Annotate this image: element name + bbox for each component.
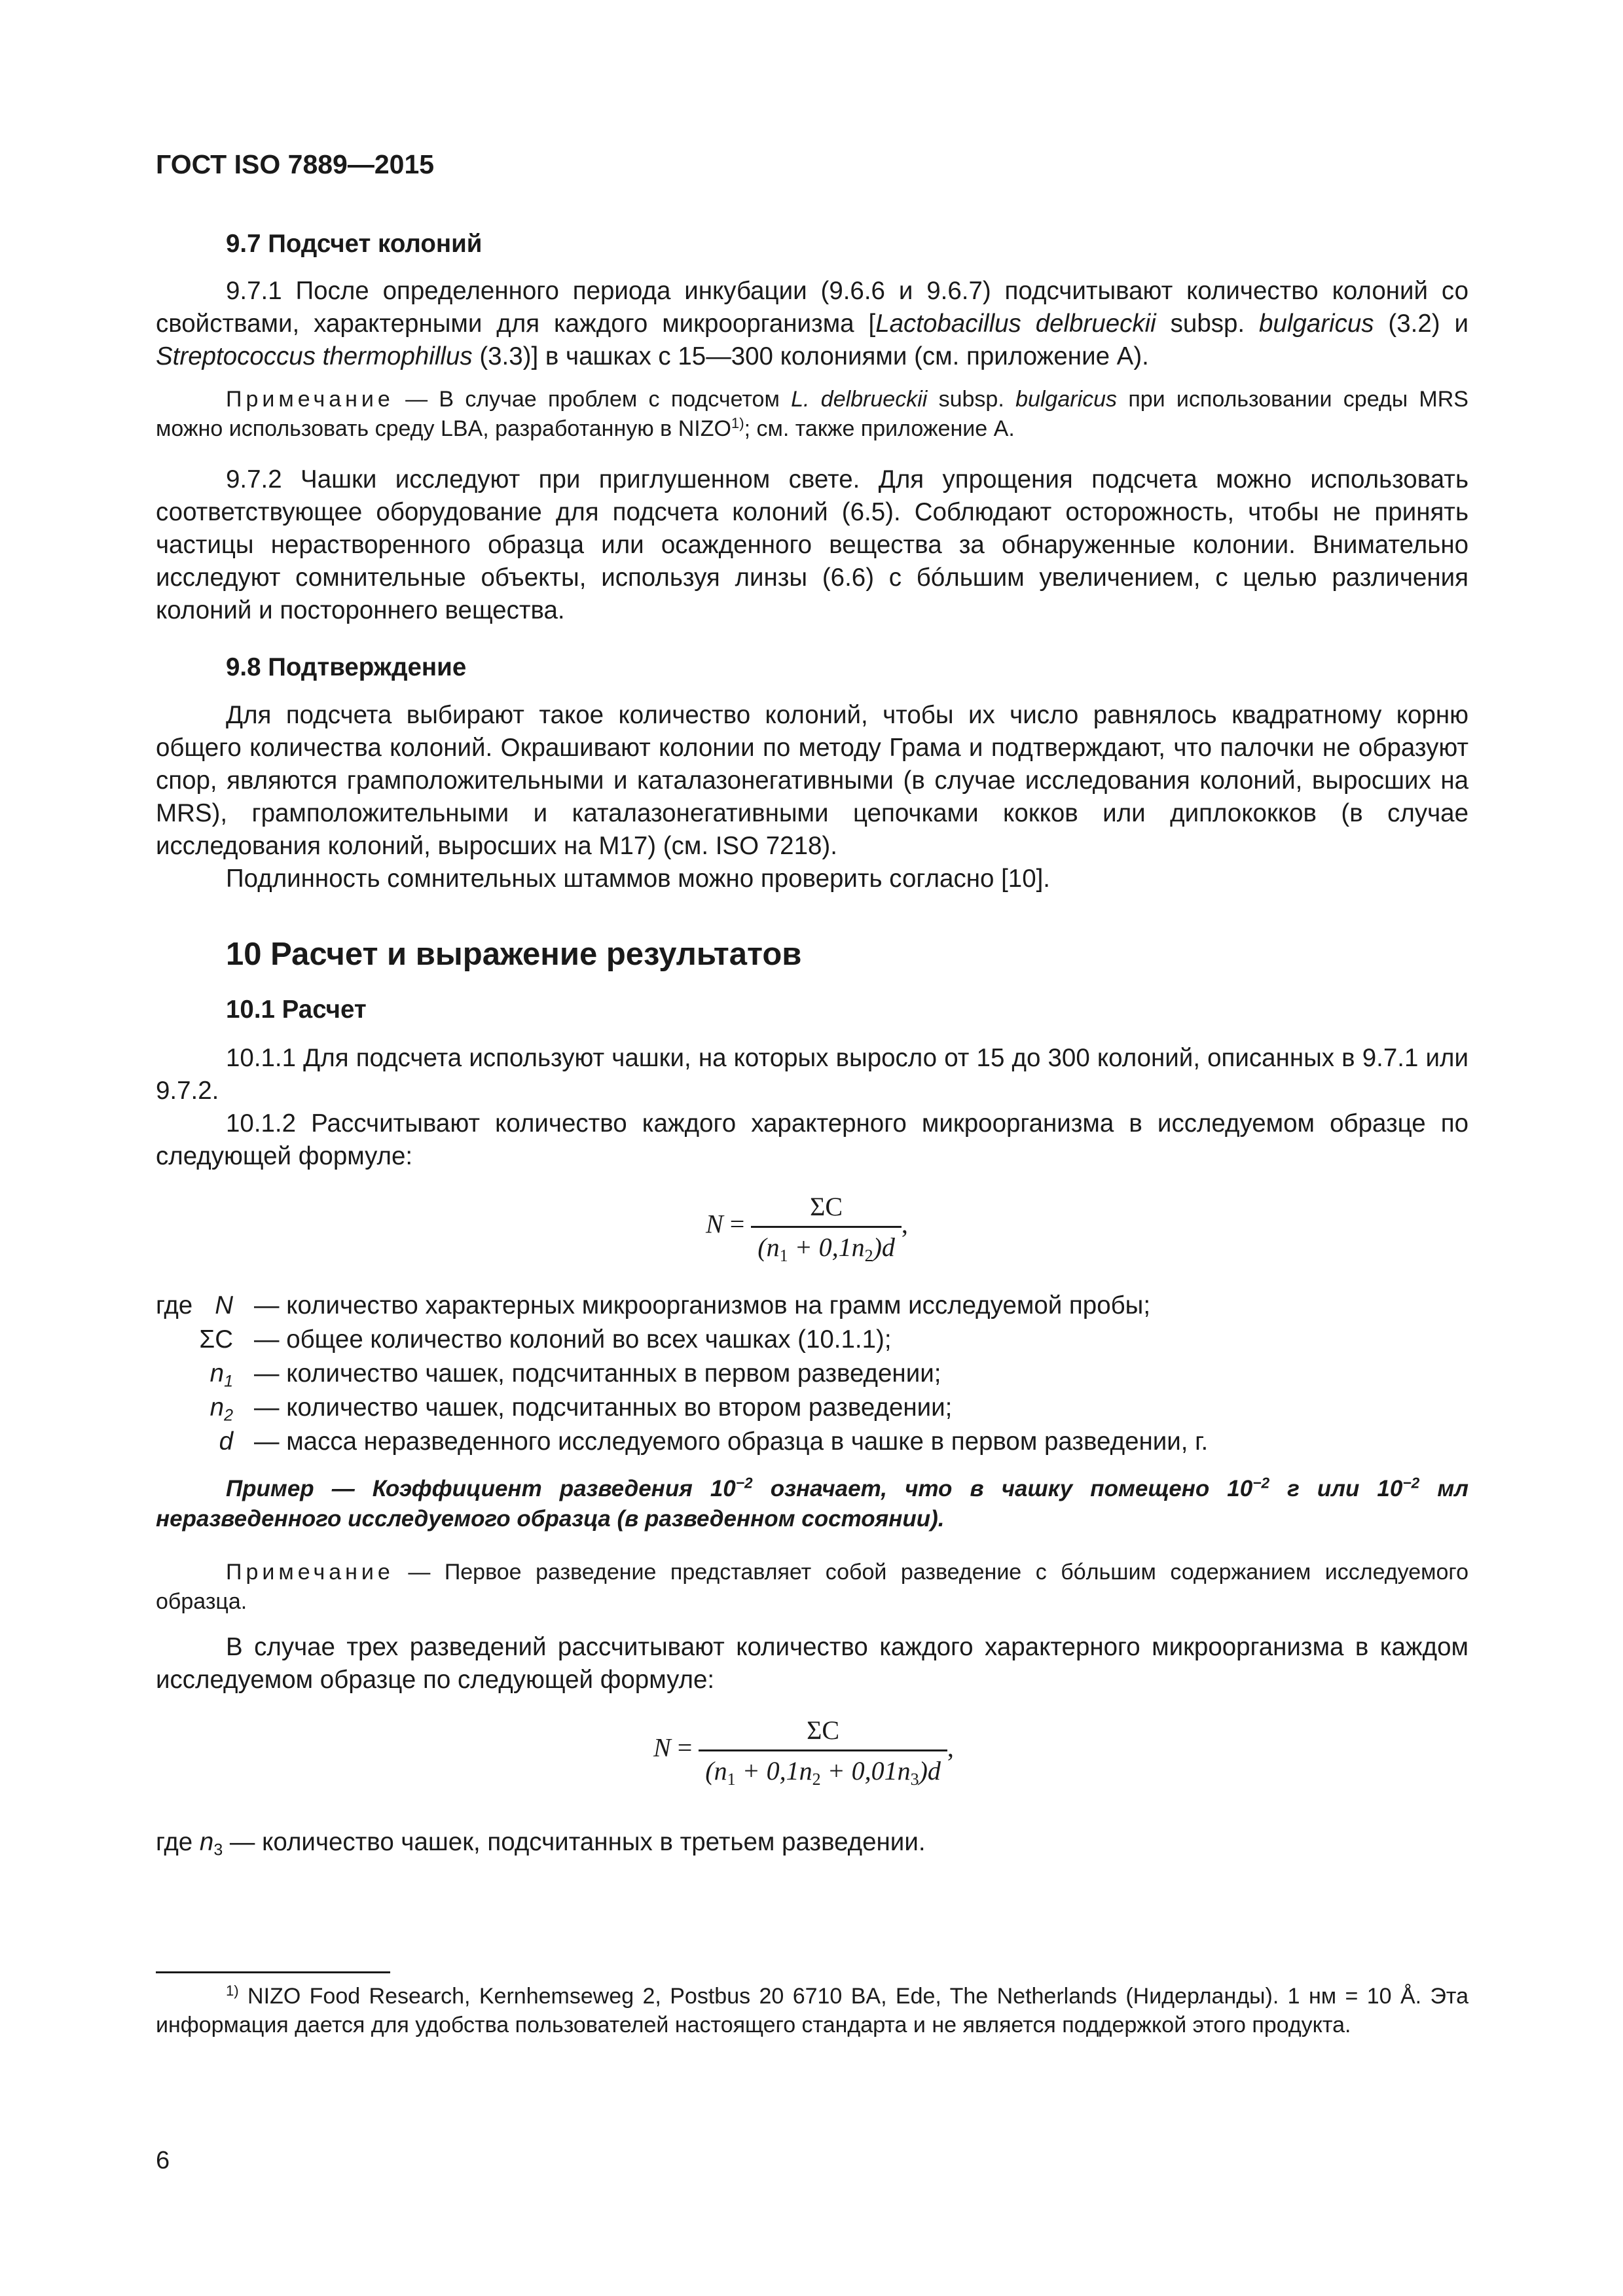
where-n3: где $n_3$ — количество чашек, подсчитанных в третьем разведении. [156,1828,926,1859]
formula-three-dilutions: N = $\frac{\Sigma C}{(n_1 + 0,1n_2 + 0,01n_3)d}$ , [653,1715,954,1789]
section-10-1-heading: 10.1 Расчет [226,996,367,1024]
paragraph-9-7-2: 9.7.2 Чашки исследуют при приглушенном свете. Для упрощения подсчета можно использовать соответствующее оборудование для подсчета колоний (6.5). Соблюдают осторожность, чтобы не принять частицы нерастворенного образца или осажденного вещества за обнаруженные колонии. Внимательно исследуют сомнительные объекты, используя линзы (6.6) с бóльшим увеличением, с целью различения колоний и постороннего вещества. [156,465,1468,624]
note-label: Примечание [226,1560,394,1585]
formula-two-dilutions: N = $\frac{\Sigma C}{(n_1 + 0,1n_2)d}$ , [706,1192,908,1265]
paragraph-9-8-1: Для подсчета выбирают такое количество колоний, чтобы их число равнялось квадратному корню общего количества колоний. Окрашивают колонии по методу Грама и подтверждают, что палочки не образуют спор, являются грамположительными и каталазонегативными (в случае исследования колоний, выросших на MRS), грамположительными и каталазонегативными цепочками кокков или диплококков (в случае исследования колоний, выросших на М17) (см. ISO 7218). [156,701,1468,860]
document-code: ГОСТ ISO 7889—2015 [156,149,435,179]
paragraph-9-8-2: Подлинность сомнительных штаммов можно проверить согласно [10]. [226,865,1050,893]
page [156,0,1468,2296]
section-9-7-heading: 9.7 Подсчет колоний [226,230,483,258]
footnote: $^{1)}$ NIZO Food Research, Kernhemseweg 2, Postbus 20 6710 BA, Ede, The Netherlands (Нидерланды). 1 нм = 10 Å. Эта информация дается для удобства пользователей настоящего стандарта и не является поддержкой этого продукта. [156,1982,1468,2037]
paragraph-9-7-1: 9.7.1 После определенного периода инкубации (9.6.6 и 9.6.7) подсчитывают количество колоний со свойствами, характерными для каждого микроорганизма [Lactobacillus delbrueckii subsp. bulgaricus (3.2) и Streptococcus thermophillus (3.3)] в чашках с 15—300 колониями (см. приложение А). [156,277,1469,370]
example: Пример — Коэффициент разведения $10^{-2}$ означает, что в чашку помещено $10^{-2}$ г или $10^{-2}$ мл неразведенного исследуемого образца (в разведенном состоянии). [156,1474,1468,1532]
paragraph-10-1-2: 10.1.2 Рассчитывают количество каждого характерного микроорганизма в исследуемом образце по следующей формуле: [156,1109,1468,1170]
fraction: $\frac{\Sigma C}{(n_1 + 0,1n_2 + 0,01n_3)d}$ [699,1715,947,1786]
note-dilution: Примечание — Первое разведение представляет собой разведение с бóльшим содержанием исследуемого образца. [156,1560,1468,1614]
note-9-7: Примечание — В случае проблем с подсчетом L. delbrueckii subsp. bulgaricus при использовании среды MRS можно использовать среду LBA, разработанную в NIZO$^{1)}$; см. также приложение А. [156,387,1468,441]
definition-sigma-c: ΣC — общее количество колоний во всех чашках (10.1.1); [199,1325,892,1354]
page-number: 6 [156,2147,170,2174]
definition-n2: $n_2$ — количество чашек, подсчитанных во втором разведении; [210,1393,953,1425]
note-label: Примечание [226,387,394,412]
footnote-divider [156,1971,390,1973]
fraction: $\frac{\Sigma C}{(n_1 + 0,1n_2)d}$ [751,1191,902,1263]
definition-d: d — масса неразведенного исследуемого образца в чашке в первом разведении, г. [219,1427,1209,1456]
section-9-8-heading: 9.8 Подтверждение [226,653,467,681]
section-10-heading: 10 Расчет и выражение результатов [226,937,802,972]
paragraph-10-1-1: 10.1.1 Для подсчета используют чашки, на которых выросло от 15 до 300 колоний, описанных в 9.7.1 или 9.7.2. [156,1044,1468,1105]
definition-n1: $n_1$ — количество чашек, подсчитанных в первом разведении; [210,1359,941,1391]
definition-n: где N — количество характерных микроорганизмов на грамм исследуемой пробы; [156,1291,1151,1319]
paragraph-three-dilutions: В случае трех разведений рассчитывают количество каждого характерного микроорганизма в каждом исследуемом образце по следующей формуле: [156,1633,1468,1694]
